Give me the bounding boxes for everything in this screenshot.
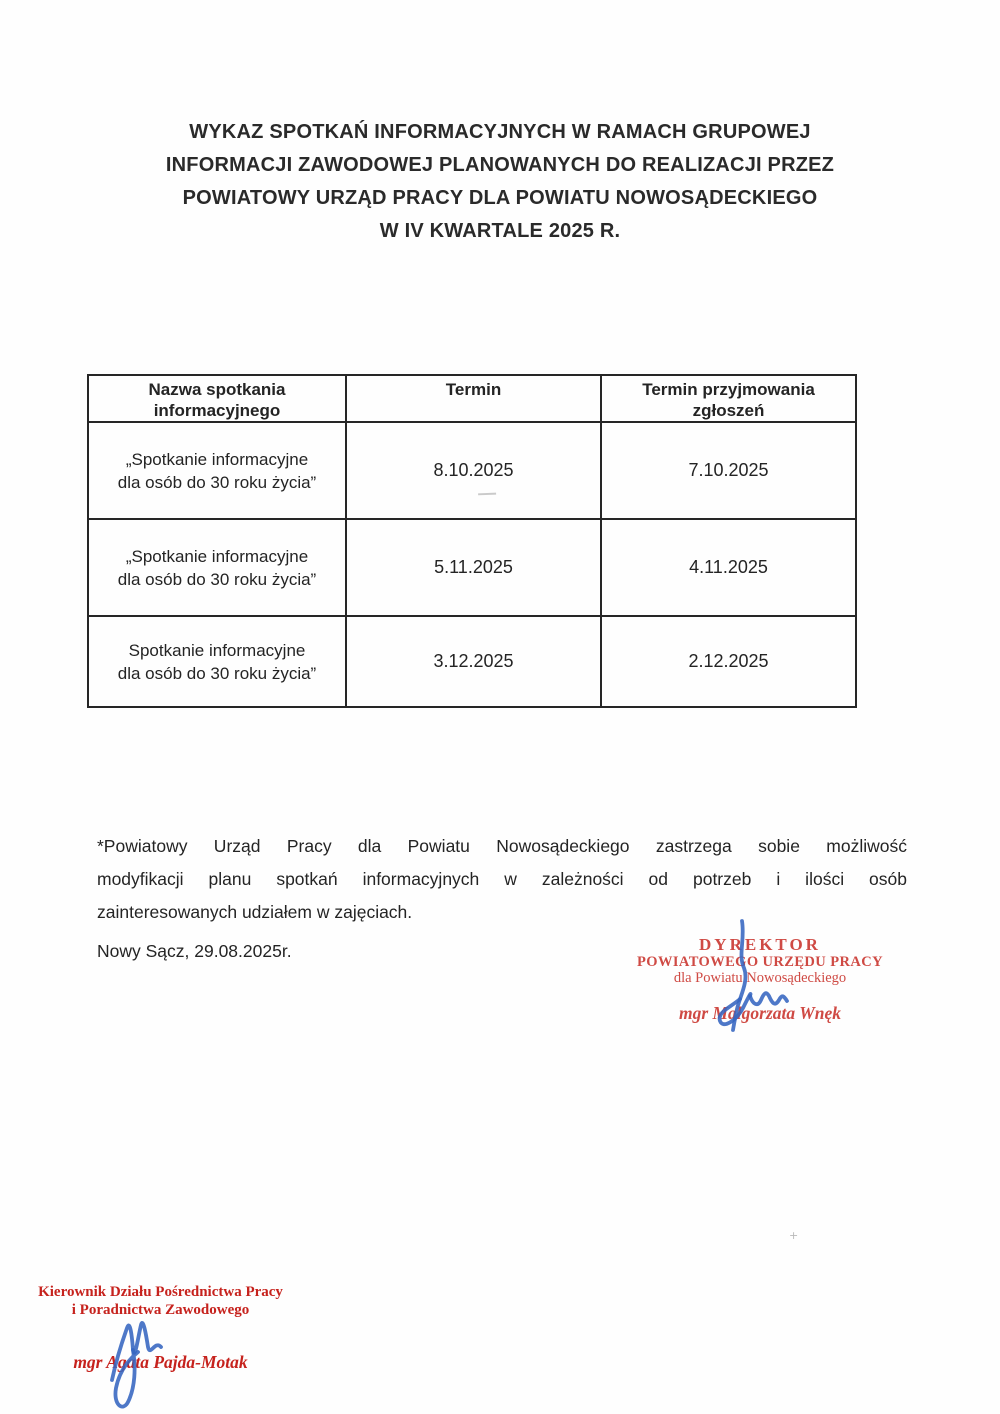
director-stamp-name: mgr Małgorzata Wnęk <box>678 1003 842 1023</box>
termin-cell: 5.11.2025 <box>346 519 601 616</box>
meeting-name-cell: Spotkanie informacyjne dla osób do 30 roku życia” <box>88 616 346 707</box>
termin-cell: 3.12.2025 <box>346 616 601 707</box>
meeting-name-cell: „Spotkanie informacyjne dla osób do 30 roku życia” <box>88 519 346 616</box>
title-line: WYKAZ SPOTKAŃ INFORMACYJNYCH W RAMACH GRUPOWEJ <box>189 121 811 143</box>
termin-cell: 8.10.2025 <box>346 422 601 519</box>
table-row <box>88 519 856 616</box>
termin-zgloszen-cell: 7.10.2025 <box>601 422 856 519</box>
manager-stamp-title: Kierownik Działu Pośrednictwa Pracy <box>38 1284 283 1300</box>
director-stamp-office: POWIATOWEGO URZĘDU PRACY <box>637 954 883 970</box>
footnote-line: modyfikacji planu spotkań informacyjnych w zależności od potrzeb i ilości osób <box>97 869 907 889</box>
meetings-table <box>87 374 857 708</box>
header-termin-zgloszen: Termin przyjmowania zgłoszeń <box>601 375 856 422</box>
termin-zgloszen-cell: 4.11.2025 <box>601 519 856 616</box>
termin-zgloszen-cell: 2.12.2025 <box>601 616 856 707</box>
header-termin: Termin <box>346 375 601 422</box>
director-stamp-district: dla Powiatu Nowosądeckiego <box>673 970 847 986</box>
manager-signature <box>95 1293 180 1414</box>
manager-stamp-title2: i Poradnictwa Zawodowego <box>71 1302 250 1318</box>
title-line: W IV KWARTALE 2025 R. <box>379 220 621 242</box>
place-date-line: Nowy Sącz, 29.08.2025r. <box>97 941 292 961</box>
manager-stamp-name: mgr Agata Pajda-Motak <box>73 1352 248 1372</box>
scan-artifact: + <box>789 1229 799 1242</box>
table-row <box>88 616 856 707</box>
header-meeting-name: Nazwa spotkania informacyjnego <box>88 375 346 422</box>
document-title <box>55 116 945 248</box>
title-line: INFORMACJI ZAWODOWEJ PLANOWANYCH DO REALIZACJI PRZEZ <box>165 154 835 176</box>
scan-artifact <box>478 488 496 496</box>
footnote-line: zainteresowanych udziałem w zajęciach. <box>97 902 413 922</box>
title-line: POWIATOWY URZĄD PRACY DLA POWIATU NOWOSĄDECKIEGO <box>182 187 818 209</box>
table-header-row <box>88 375 856 422</box>
director-stamp-title: DYREKTOR <box>699 935 821 954</box>
table-row <box>88 422 856 519</box>
meeting-name-cell: „Spotkanie informacyjne dla osób do 30 roku życia” <box>88 422 346 519</box>
footnote-line: *Powiatowy Urząd Pracy dla Powiatu Nowosądeckiego zastrzega sobie możliwość <box>97 836 907 856</box>
director-signature <box>700 913 815 1038</box>
